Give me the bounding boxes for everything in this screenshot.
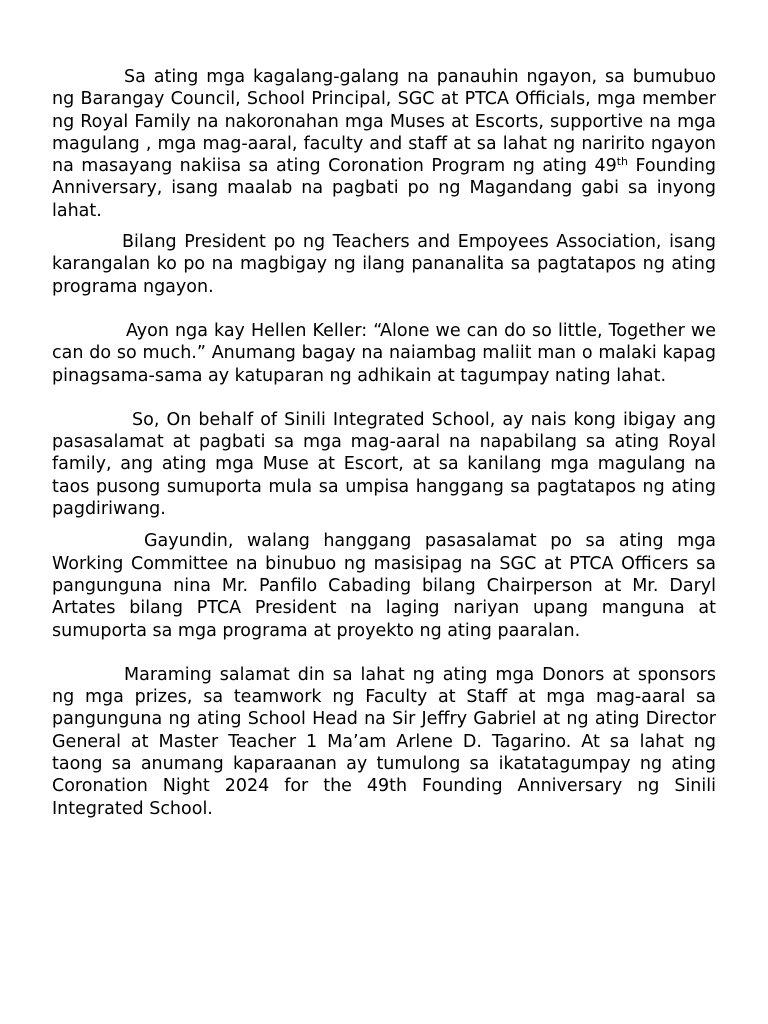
ordinal-suffix: th <box>616 155 629 169</box>
paragraph-thanks-donors: Maraming salamat din sa lahat ng ating mga Donors at sponsors ng mga prizes, sa teamwork ng Faculty at Staff at mga mag-aaral sa pangunguna ng ating School Head na Sir Jeffry Gabriel at ng ating Director General at Master Teacher 1 Ma’am Arlene D. Tagarino. At sa lahat ng taong sa anumang kaparaanan ay tumulong sa ikatatagumpay ng ating Coronation Night 2024 for the 49th Founding Anniversary ng Sinili Integrated School. <box>52 664 716 819</box>
paragraph-greeting-text: Sa ating mga kagalang-galang na panauhin ngayon, sa bumubuo ng Barangay Council, School Principal, SGC at PTCA Officials, mga member ng Royal Family na nakoronahan mga Muses at Escorts, supportive na mga magulang , mga mag-aaral, faculty and staff at sa lahat ng naririto ngayon na masayang nakiisa sa ating Coronation Program ng ating 49 <box>52 67 716 177</box>
paragraph-quote: Ayon nga kay Hellen Keller: “Alone we can do so little, Together we can do so much.” Anumang bagay na naiambag maliit man o malaki kapag pinagsama-sama ay katuparan ng adhikain at tagumpay nating lahat. <box>52 320 716 386</box>
paragraph-greeting <box>52 66 716 222</box>
document-page <box>52 66 716 820</box>
paragraph-introduction: Bilang President po ng Teachers and Empoyees Association, isang karangalan ko po na magbigay ng ilang pananalita sa pagtatapos ng ating programa ngayon. <box>52 232 716 297</box>
paragraph-thanks-committee: Gayundin, walang hanggang pasasalamat po sa ating mga Working Committee na binubuo ng masisipag na SGC at PTCA Officers sa pangunguna nina Mr. Panfilo Cabading bilang Chairperson at Mr. Daryl Artates bilang PTCA President na laging nariyan upang manguna at sumuporta sa mga programa at proyekto ng ating paaralan. <box>52 531 716 641</box>
paragraph-thanks-royal-family: So, On behalf of Sinili Integrated School, ay nais kong ibigay ang pasasalamat at pagbati sa mga mag-aaral na napabilang sa ating Royal family, ang ating mga Muse at Escort, at sa kanilang mga magulang na taos pusong sumuporta mula sa umpisa hanggang sa pagtatapos ng ating pagdiriwang. <box>52 409 716 520</box>
paragraph-greeting-text-end: Founding Anniversary, isang maalab na pagbati po ng Magandang gabi sa inyong lahat. <box>52 156 716 221</box>
